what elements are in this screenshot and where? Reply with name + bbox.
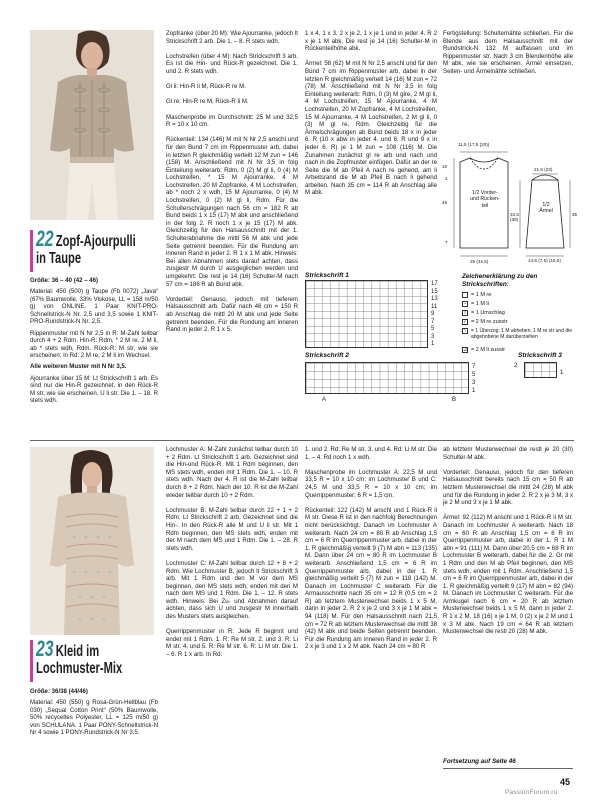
model-22-photo xyxy=(30,30,154,220)
m23-col3-text: 1. und 2. Rd: Re M str. 3. und 4. Rd: Li M str. Die 1. – 4. Rd noch 1 x wdh. Maschenprobe im Lochmuster A: 22,5 M und 33,5 R = 10 x 10 cm; im Lochmuster B und C: 24,5 M und 33,5 R = 10 x 10 cm; im Querrippenmuster: 6 R = 1,5 cm. Rückenteil: 122 (142) M anschl und 1 Rück-R li M str. Diese R ist in den nachfolg Berechnungen nicht berücksichtigt. Danach im Lochmuster A weiterarb. Nach 24 cm = 80 R ab Anschlag 1,5 cm = 6 R im Querrippenmuster arb, dabei in der 1. R gleichmäßig verteilt 9 (7) M abn = 113 (135) M. Dann über 24 cm = 80 R im Lochmuster B weiterarb. Anschließend 1,5 cm = 6 R im Querrippenmuster arb, dabei in der 1. R gleichmäßig verteilt 5 (7) M zun = 118 (142) M. Danach im Lochmuster C weiterarb. Für die Armausschnitte nach 35 cm = 12 R (0,5 cm = 2 R) ab letztem Musterwechsel beids 1 x 5 M, dann in jeder 2. R 2 x je 2 und 3 x je 1 M abk = 94 (118) M. Für den Halsausschnitt nach 21,5 cm = 72 R ab letztem Musterwechsel die mittl 38 (42) M abk und beide Seiten getrennt beenden. Für die Rundung am inneren Rand in jeder 2. R 2 x je 3 und 1 x 2 M abk. Nach 24 cm = 80 R xyxy=(305,446,437,651)
model-22-col4 xyxy=(443,30,573,90)
continued-link[interactable]: Fortsetzung auf Seite 46 xyxy=(443,758,516,765)
chart2-grid xyxy=(305,362,469,394)
schematic-m1: 10 xyxy=(442,164,448,169)
model-23-title xyxy=(36,636,156,677)
arrow-b: B xyxy=(452,397,457,403)
schematic-top-widths: 11,5 (17,5 (20)) xyxy=(458,142,490,147)
schematic-sleeve-label: 1/2 Ärmel xyxy=(539,202,553,215)
schematic-bottom1: 29 (31,5) xyxy=(470,259,489,264)
m22-ajour: Ajourranke über 15 M: Lt Strickschrift 1 arb. Es sind nur die Hin-R gezeichnet, in den Rück-R M str, wie sie erscheinen, U li str. Die 1. – 18. R stets wdh. xyxy=(30,374,158,405)
m22-col2-text: Zopfranke (über 20 M): Wie Ajourranke, jedoch lt Strickschrift 2 arb. Die 1. – 8. R stets wdh. Lochstreifen (über 4 M): Nach Strickschrift 3 arb. Es ist die Hin- und Rück-R gezeichnet. Die 1. und 2. R stets wdh. Gl li: Hin-R li M, Rück-R re M. Gl re: Hin-R re M, Rück-R li M. Maschenprobe im Durchschnitt: 25 M und 32,5 R = 10 x 10 cm. Rückenteil: 134 (146) M mit N Nr 2,5 anschl und für den Bund 7 cm im Rippenmuster arb, dabei in letzten R gleichmäßig verteilt 12 M zun = 146 (158) M. Anschließend mit N Nr 3,5 in folg Einteilung weiterarb: Rdm, 0 (2) M gl li, 0 (4) M Lochstreifen, * 15 M Ajourranke, 4 M Lochstreifen, 20 M Zopfranke, 4 M Lochstreifen, ab * noch 2 x wdh, 15 M Ajourranke, 0 (4) M Lochstreifen, 0 (2) M gl li, Rdm. Für die Schulterschrägungen nach 56 cm = 182 R ab Bund beids 1 x 15 (17) M abk und anschließend in der folg 2. R noch 1 x je 15 (17) M abk. Gleichzeitig für den Halsausschnitt mit der 1. Schulterabnahme die mittl 56 M abk und jede Seite getrennt beenden. Für die Rundung am inneren Rand in jeder 2. R 1 x 1 M abk. Hinweis: Bei allen Abnahmen stets darauf achten, dass zusgestr M durch U ausgeglichen werden und umgekehrt. Die rest je 14 (16) Schulter-M nach 57 cm = 186 R ab Bund abk. Vorderteil: Genauso, jedoch mit tieferem Halsausschnitt arb. Dafür nach 46 cm = 150 R ab Anschlag die mittl 20 M abk und jede Seite getrennt beenden. Für die Rundung am inneren Rand in jeder 2. R 1 x 5, xyxy=(166,30,298,334)
k2tog-icon: / xyxy=(462,319,468,325)
model-22-col1 xyxy=(30,277,158,437)
legend-row-2: – = 1 M li xyxy=(463,301,489,307)
footer-rule xyxy=(443,768,573,769)
accent-bar-23 xyxy=(30,640,33,682)
m23-sizes: Größe: 36/38 (44/46) xyxy=(30,688,88,695)
legend-row-4: / = 2 M re zusstr xyxy=(462,319,508,325)
m23-col4-text: ab letztem Musterwechsel die restl je 20 (30) Schulter-M abk. Vorderteil: Genauso, jedoch für den tieferen Halsausschnitt bereits nach 15 cm = 50 R ab letztem Musterwechsel die mittl 24 (28) M abk und für die Rundung in jeder 2. R 2 x je 3 M, 3 x je 2 M und 3 x je 1 M abk. Ärmel: 92 (112) M anschl und 1 Rück-R li M str. Danach im Lochmuster A weiterarb. Nach 18 cm = 60 R ab Anschlag 1,5 cm = 6 R im Querrippenmuster arb, dabei in der 1. R 1 M abn = 91 (111) M. Dann über 20,5 cm = 68 R im Lochmuster B weiterarb, dabei für die 2. Gr mit 1 Rdm und den M ab Pfeil beginnen, den MS stets wdh, enden mit 1 Rdm. Anschließend 1,5 cm = 6 R im Querrippenmuster arb, dabei in der 1. R gleichmäßig verteilt 9 (17) M abn = 82 (94) M. Danach im Lochmuster C weiterarb. Für die Armkugel nach 6 cm = 20 R ab letztem Musterwechsel beids 1 x 5 M, dann in jeder 2. R 1 x 2 M, 18 (16) x je 1 M, 0 (2) x je 2 M und 1 x 3 M abk. Nach 19 cm = 64 R ab letztem Musterwechsel die restl 20 (28) M abk. xyxy=(443,446,573,636)
m23-material: Material: 450 (550) g Rosa-Grün-Hellblau (Fb 030) „Sequal Cotton Print“ (50% Baumwolle, 50% recyceltes Polyester, LL = 125 m/50 g) von SCHULANA. 1 Paar PONY-Schnellstrick-N Nr 4 sowie 1 PONY-Rundstrick-N Nr 3,5. xyxy=(30,699,158,737)
model-23-title-line1: Kleid im xyxy=(55,643,100,660)
chart2-label: Strickschrift 2 xyxy=(305,352,349,359)
m22-sizes: Größe: 36 – 40 (42 – 46) xyxy=(30,277,99,284)
arrow-a: A xyxy=(322,397,327,403)
model-22-figure xyxy=(30,30,154,220)
chart2-row-numbers: 7 5 3 1 xyxy=(472,364,476,394)
m22-col3-text: 1 x 4, 1 x 3, 2 x je 2, 1 x je 1 und in jeder 4. R 2 x je 1 M abk. Die rest je 14 (16) Schulter-M in Rückenteilhöhe abk. Ärmel: 58 (62) M mit N Nr 2,5 anschl und für den Bund 7 cm im Rippenmuster arb, dabei in der letzten R gleichmäßig verteilt 14 (16) M zun = 72 (78) M. Anschließend mit N Nr 3,5 in folg Einteilung weiterarb: Rdm, 0 (3) M glre, 2 M gl li, 4 M Lochstreifen, 15 M Ajourranke, 4 M Lochstreifen, 20 M Zopfranke, 4 M Lochstreifen, 15 M Ajourranke, 4 M Lochstreifen, 2 M gl li, 0 (3) M gl re, Rdm. Gleichzeitig für die Ärmelschrägungen ab Bund beids 18 x in jeder 6. R (10 x abw in jeder 4. und 6. R und 9 x in jeder 6. R) je 1 M zun = 108 (116) M. Die Zunahmen zunächst gl re arb und nach und nach in die Zopfmuster einfügen. Dafür an der re Seite die M ab Pfeil A nach re gehend, am li Arbeitsrand die M ab Pfeil B nach li gehend arbeiten. Nach 35 cm = 114 R ab Anschlag alle M abk. xyxy=(305,30,437,197)
model-23-title-line2: Lochmuster-Mix xyxy=(36,660,123,677)
chart1-row-numbers: 17 15 13 11 9 7 5 3 1 xyxy=(431,281,438,347)
model-23-col2 xyxy=(166,446,298,771)
skp-icon: \ xyxy=(462,328,468,334)
garment-schematic xyxy=(440,140,580,275)
chart1-label: Strickschrift 1 xyxy=(305,272,349,279)
page-number: 45 xyxy=(560,777,571,787)
watermark: PassionForum.ru xyxy=(505,789,558,796)
chart3-grid xyxy=(524,362,557,378)
model-23-photo xyxy=(30,447,154,635)
knit-symbol-icon xyxy=(462,292,468,298)
legend-row-1: = 1 M re xyxy=(462,292,491,298)
schematic-m3: 46 xyxy=(442,200,448,205)
model-22-title-line1: Zopf-Ajourpulli xyxy=(55,233,136,250)
m23-col2-text: Lochmuster A: M-Zahl zunächst teilbar durch 10 + 2 Rdm. Lt Strickschrift 1 arb. Gezeichnet sind die Hin-und Rück-R. Mit 1 Rdm beginnen, den MS stets wdh, enden mit 1 Rdm. Die 1. – 10. R stets wdh. Nach der 4. R ist die M-Zahl teilbar durch 8 + 2 Rdm. Nach der 10. R ist die M-Zahl wieder teilbar durch 10 + 2 Rdm. Lochmuster B: M-Zahl teilbar durch 22 + 1 + 2 Rdm. Lt Strickschrift 2 arb. Gezeichnet sind die Hin-. In den Rück-R alle M und U li str. Mit 1 Rdm beginnen, den MS stets wdh, enden mit der M nach dem MS und 1 Rdm. Die 1. – 28. R stets wdh. Lochmuster C: M-Zahl teilbar durch 12 + 8 + 2 Rdm. Wie Lochmuster B, jedoch lt Strickschrift 3 arb. Mit 1 Rdm und den M vor dem MS beginnen, den MS stets wdh, enden mit den M nach dem MS und 1 Rdm. Die 1. – 12. R stets wdh. Hinweis: Bei Zu- und Abnahmen darauf achten, dass sich U und zusgestr M innerhalb des Musters stets ausgleichen. Querrippenmuster in R: Jede R beginnt und endet mit 1 Rdm. 1. R: Re M str. 2. und 3. R: Li M str. 4. und 5. R: Re M str. 6. R: Li M str. Die 1. – 6. R 1 x arb. In Rd: xyxy=(166,446,298,659)
p2tog-icon: ⊿ xyxy=(462,347,468,353)
chart3-label: Strickschrift 3 xyxy=(518,352,562,359)
schematic-sleeve-top: 21,5 (23) xyxy=(534,167,553,172)
schematic-front-label: 1/2 Vorder- und Rücken- teil xyxy=(470,190,500,209)
accent-bar-22 xyxy=(30,230,33,272)
legend-title: Zeichenerklärung zu den Strickschriften: xyxy=(462,273,538,288)
schematic-m2: 1 xyxy=(445,176,448,181)
model-22-col3 xyxy=(305,30,437,270)
model-22-col2 xyxy=(166,30,298,435)
schematic-m4: 7 xyxy=(445,240,448,245)
purl-symbol-icon: – xyxy=(463,301,467,307)
schematic-s2: 35 xyxy=(572,212,578,217)
m22-material: Material: 450 (500) g Taupe (Fb 0072) „Java“ (67% Baumwolle, 33% Viskose, LL = 158 m/50 g) von ONLINE. 1 Paar KNIT-PRO-Schnellstrick-N Nr. 2,5 und 3,5 sowie 1 KNIT-PRO-Rundstrick-N Nr. 2,5. xyxy=(30,288,158,326)
schematic-drawing xyxy=(440,140,580,275)
model-23-col1 xyxy=(30,688,158,768)
model-22-title xyxy=(36,226,175,267)
model-23-number: 23 xyxy=(36,636,54,661)
model-23-col3 xyxy=(305,446,437,771)
model-22-title-line2: in Taupe xyxy=(36,250,82,267)
model-23-figure xyxy=(30,447,154,635)
model-22-number: 22 xyxy=(36,226,54,251)
m22-rib: Rippenmuster mit N Nr 2,5 in R: M-Zahl teilbar durch 4 + 2 Rdm. Hin-R: Rdm, * 2 M re, 2 M li, ab * stets wdh, Rdm. Rück-R: M str, wie sie erscheinen; in Rd: 2 M re, 2 M li im Wechsel. xyxy=(30,329,158,360)
m22-col4-text: Fertigstellung: Schulternähte schließen. Für die Blende aus dem Halsausschnitt mit der Rundstrick-N 132 M auffassen und im Rippenmuster str. Nach 3 cm Blendenhöhe alle M abk, wie sie erscheinen. Ärmel einsetzen, Seiten- und Ärmelnähte schließen. xyxy=(443,30,573,75)
legend-row-6: ⊿ = 2 M li zusstr xyxy=(462,347,506,353)
chart3-row-numbers: 2 xyxy=(514,363,518,369)
legend-row-5: \ = 1 Überzog: 1 M abheben, 1 M re str und die abgehobene M darüberziehen xyxy=(462,328,577,340)
yarn-over-icon: ○ xyxy=(463,310,467,316)
chart3-row-number-1: 1 xyxy=(560,370,564,376)
m22-all-patterns: Alle weiteren Muster mit N Nr 3,5. xyxy=(30,363,127,371)
chart1-grid xyxy=(305,280,428,348)
model-23-col4 xyxy=(443,446,573,751)
schematic-s1: 34,5 (38) xyxy=(510,212,519,222)
section-divider xyxy=(30,440,574,441)
legend-row-3: ○ = 1 Umschlag xyxy=(463,310,505,316)
schematic-sleeve-bottom: 14,5 (7,5) (15,5) xyxy=(528,258,561,263)
